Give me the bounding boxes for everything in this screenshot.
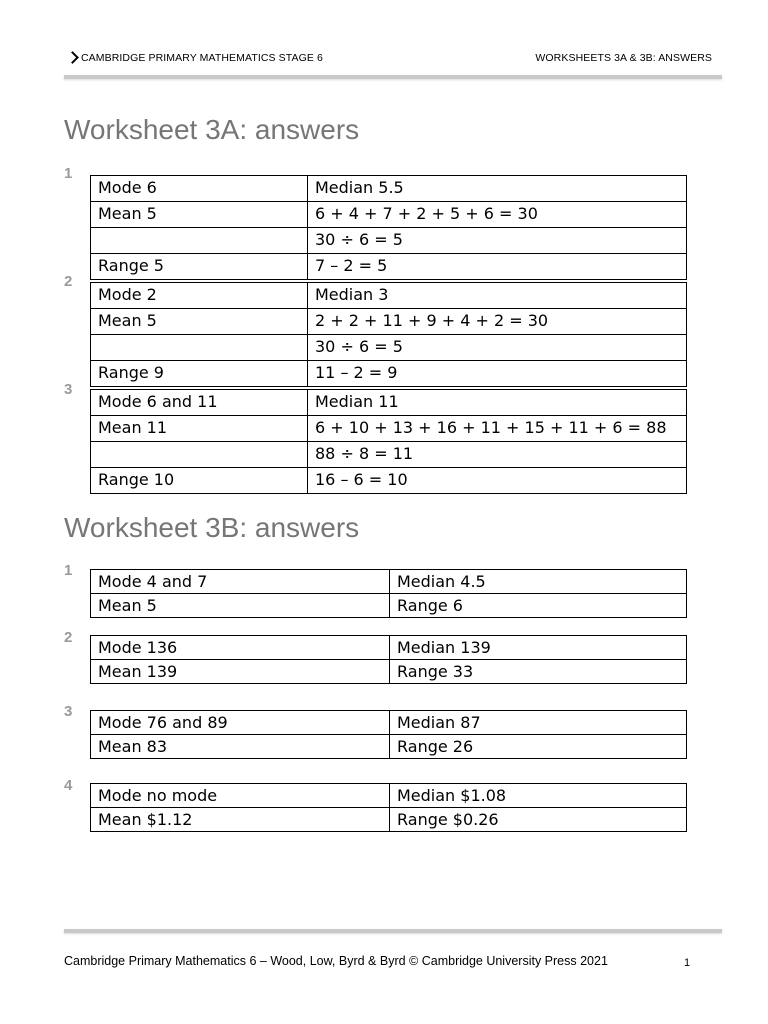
worksheet-3a-title: Worksheet 3A: answers xyxy=(64,114,360,145)
table-cell: Mode no mode xyxy=(91,784,390,808)
table-cell: Range 33 xyxy=(390,660,687,684)
table-cell: Median 87 xyxy=(390,711,687,735)
table-row xyxy=(91,784,687,808)
table-cell xyxy=(91,228,308,254)
table-cell: Mean 83 xyxy=(91,735,390,759)
table-cell: Mode 76 and 89 xyxy=(91,711,390,735)
page-number: 1 xyxy=(684,957,691,969)
table-cell: Mean 5 xyxy=(91,309,308,335)
table-cell: Mode 6 and 11 xyxy=(91,390,308,416)
table-cell: Range 5 xyxy=(91,254,308,280)
table-row xyxy=(91,283,687,309)
header-section-title: WORKSHEETS 3A & 3B: ANSWERS xyxy=(535,52,712,64)
table-cell: Mode 4 and 7 xyxy=(91,570,390,594)
table-cell: 30 ÷ 6 = 5 xyxy=(308,228,687,254)
table-row xyxy=(91,202,687,228)
table-cell xyxy=(91,442,308,468)
table-cell: 88 ÷ 8 = 11 xyxy=(308,442,687,468)
footer-divider xyxy=(64,929,722,933)
table-cell: Range 10 xyxy=(91,468,308,494)
ws3a-q2-table xyxy=(90,282,687,387)
table-cell: Median 3 xyxy=(308,283,687,309)
table-cell: Median 139 xyxy=(390,636,687,660)
table-row xyxy=(91,594,687,618)
ws3a-question-number: 3 xyxy=(64,381,73,398)
table-cell: Range 6 xyxy=(390,594,687,618)
table-cell: 6 + 10 + 13 + 16 + 11 + 15 + 11 + 6 = 88 xyxy=(308,416,687,442)
table-cell: Mean 11 xyxy=(91,416,308,442)
ws3b-question-number: 4 xyxy=(64,777,73,794)
table-cell: Median 4.5 xyxy=(390,570,687,594)
table-cell: Mean $1.12 xyxy=(91,808,390,832)
table-row xyxy=(91,808,687,832)
table-row xyxy=(91,570,687,594)
table-row xyxy=(91,176,687,202)
table-row xyxy=(91,335,687,361)
table-cell: Mode 6 xyxy=(91,176,308,202)
ws3b-question-number: 3 xyxy=(64,703,73,720)
footer-copyright: Cambridge Primary Mathematics 6 – Wood, Low, Byrd & Byrd © Cambridge University Press 2021 xyxy=(64,954,608,968)
ws3b-q3-table xyxy=(90,710,687,759)
table-row xyxy=(91,468,687,494)
ws3a-question-number: 1 xyxy=(64,165,73,182)
table-cell xyxy=(91,335,308,361)
ws3a-q3-table xyxy=(90,389,687,494)
table-cell: Range $0.26 xyxy=(390,808,687,832)
table-row xyxy=(91,735,687,759)
ws3b-question-number: 1 xyxy=(64,562,73,579)
page-header xyxy=(64,50,712,70)
ws3b-q4-table xyxy=(90,783,687,832)
table-cell: Median 5.5 xyxy=(308,176,687,202)
table-row xyxy=(91,254,687,280)
table-row xyxy=(91,390,687,416)
table-cell: Median $1.08 xyxy=(390,784,687,808)
table-cell: Median 11 xyxy=(308,390,687,416)
ws3b-q1-table xyxy=(90,569,687,618)
table-row xyxy=(91,636,687,660)
table-cell: 2 + 2 + 11 + 9 + 4 + 2 = 30 xyxy=(308,309,687,335)
table-cell: 11 – 2 = 9 xyxy=(308,361,687,387)
table-row xyxy=(91,711,687,735)
table-cell: 7 – 2 = 5 xyxy=(308,254,687,280)
table-row xyxy=(91,228,687,254)
table-row xyxy=(91,309,687,335)
ws3a-question-number: 2 xyxy=(64,273,73,290)
table-cell: Mean 5 xyxy=(91,594,390,618)
chevron-right-icon xyxy=(66,51,79,64)
worksheet-3b-title: Worksheet 3B: answers xyxy=(64,512,360,543)
table-cell: Range 9 xyxy=(91,361,308,387)
table-cell: Range 26 xyxy=(390,735,687,759)
table-cell: 16 – 6 = 10 xyxy=(308,468,687,494)
table-row xyxy=(91,442,687,468)
ws3b-q2-table xyxy=(90,635,687,684)
table-row xyxy=(91,361,687,387)
table-cell: 6 + 4 + 7 + 2 + 5 + 6 = 30 xyxy=(308,202,687,228)
table-cell: 30 ÷ 6 = 5 xyxy=(308,335,687,361)
table-row xyxy=(91,660,687,684)
header-divider xyxy=(64,75,722,79)
table-cell: Mean 5 xyxy=(91,202,308,228)
header-book-title: CAMBRIDGE PRIMARY MATHEMATICS STAGE 6 xyxy=(81,52,323,64)
table-cell: Mean 139 xyxy=(91,660,390,684)
ws3b-question-number: 2 xyxy=(64,629,73,646)
table-cell: Mode 136 xyxy=(91,636,390,660)
table-cell: Mode 2 xyxy=(91,283,308,309)
table-row xyxy=(91,416,687,442)
ws3a-q1-table xyxy=(90,175,687,280)
